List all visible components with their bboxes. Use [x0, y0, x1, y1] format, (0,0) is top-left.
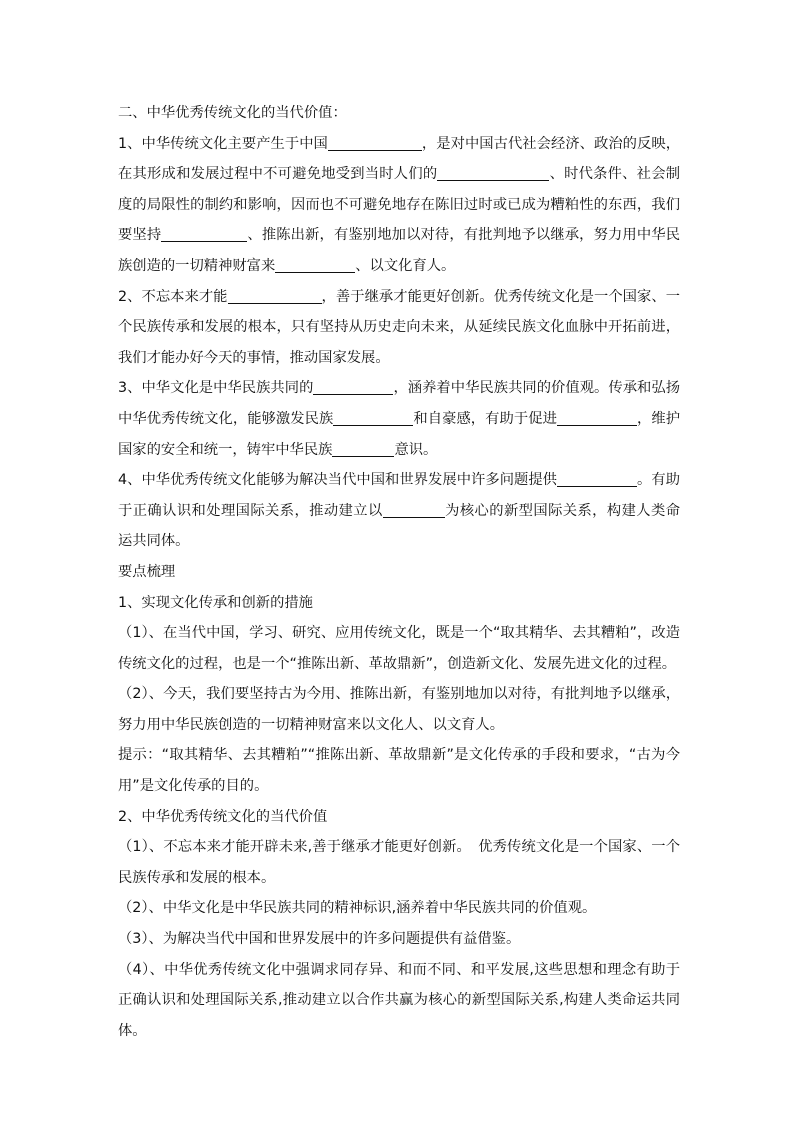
point-1-item-2: （2）、今天，我们要坚持古为今用、推陈出新，有鉴别地加以对待，有批判地予以继承，努力用中华民族创造的一切精神财富来以文化人、以文育人。 [118, 686, 680, 733]
question-3: 3、中华文化是中华民族共同的 ，涵养着中华民族共同的价值观。传承和弘扬中华优秀传统文化，能够激发民族 和自豪感，有助于促进 ，维护国家的安全和统一，铸牢中华民族 意识。 [118, 373, 680, 465]
point-2-item-3: （3）、为解决当代中国和世界发展中的许多问题提供有益借鉴。 [118, 931, 521, 948]
point-2-item-1: （1）、不忘本来才能开辟未来,善于继承才能更好创新。 优秀传统文化是一个国家、一个民族传承和发展的根本。 [118, 839, 680, 886]
answer-blank[interactable] [313, 377, 393, 395]
question-4: 4、中华优秀传统文化能够为解决当代中国和世界发展中许多问题提供 。有助于正确认识和处理国际关系，推动建立以 为核心的新型国际关系，构建人类命运共同体。 [118, 465, 680, 557]
answer-blank[interactable] [328, 133, 422, 151]
point-1-item-1: （1）、在当代中国，学习、研究、应用传统文化，既是一个“取其精华、去其糟粕”，改造传统文化的过程，也是一个“推陈出新、革故鼎新”，创造新文化、发展先进文化的过程。 [118, 625, 680, 672]
document-page [118, 98, 680, 1046]
point-1-title: 1、实现文化传承和创新的措施 [118, 594, 313, 611]
answer-blank[interactable] [557, 408, 637, 426]
question-2: 2、不忘本来才能 ，善于继承才能更好创新。优秀传统文化是一个国家、一个民族传承和发展的根本，只有坚持从历史走向未来，从延续民族文化血脉中开拓前进，我们才能办好今天的事情，推动国家发展。 [118, 282, 680, 374]
answer-blank[interactable] [161, 224, 247, 242]
point-2-item-2: （2）、中华文化是中华民族共同的精神标识,涵养着中华民族共同的价值观。 [118, 900, 597, 917]
summary-title: 要点梳理 [118, 563, 176, 580]
point-2-item-4: （4）、中华优秀传统文化中强调求同存异、和而不同、和平发展,这些思想和理念有助于正确认识和处理国际关系,推动建立以合作共赢为核心的新型国际关系,构建人类命运共同体。 [118, 961, 680, 1039]
point-2-title: 2、中华优秀传统文化的当代价值 [118, 808, 328, 825]
answer-blank[interactable] [557, 469, 637, 487]
section-title: 二、中华优秀传统文化的当代价值： [118, 105, 347, 121]
point-1-hint: 提示：“取其精华、去其糟粕”“推陈出新、革故鼎新”是文化传承的手段和要求，“古为今用”是文化传承的目的。 [118, 747, 680, 795]
answer-blank[interactable] [332, 439, 394, 457]
answer-blank[interactable] [437, 163, 549, 181]
answer-blank[interactable] [228, 286, 322, 304]
answer-blank[interactable] [275, 255, 355, 273]
answer-blank[interactable] [383, 500, 445, 518]
answer-blank[interactable] [333, 408, 413, 426]
question-1: 1、中华传统文化主要产生于中国 ，是对中国古代社会经济、政治的反映，在其形成和发展过程中不可避免地受到当时人们的 、时代条件、社会制度的局限性的制约和影响，因而也不可避免地存在陈旧过时或已成为糟粕性的东西，我们要坚持 、推陈出新，有鉴别地加以对待，有批判地予以继承，努力用中华民族创造的一切精神财富来 、以文化育人。 [118, 129, 680, 282]
